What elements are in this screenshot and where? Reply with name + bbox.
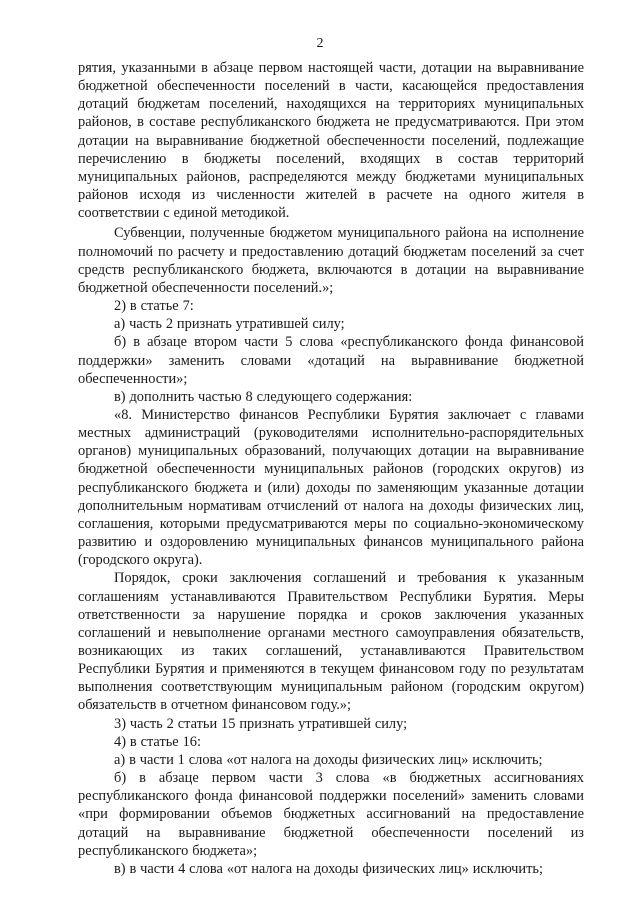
paragraph: «8. Министерство финансов Республики Бурятия заключает с главами местных администраций (руководителями исполнительно-распорядительных органов) муниципальных образований, получающих дотации на выравнивание бюджетной обеспеченности муниципальных районов (городских округов) из республиканского бюджета и (или) доходы по заменяющим указанные дотации дополнительным нормативам отчислений от налога на доходы физических лиц, соглашения, которыми предусматриваются меры по социально-экономическому развитию и оздоровлению муниципальных финансов муниципального района (городского округа). — [78, 406, 584, 569]
paragraph: а) часть 2 признать утратившей силу; — [114, 316, 345, 333]
paragraph: 4) в статье 16: — [114, 733, 201, 750]
paragraph: а) в части 1 слова «от налога на доходы физических лиц» исключить; — [114, 751, 543, 768]
paragraph: б) в абзаце первом части 3 слова «в бюджетных ассигнованиях республиканского фонда финансовой поддержки поселений» заменить словами «при формировании объемов бюджетных ассигнований на предоставление дотаций на выравнивание бюджетной обеспеченности поселений из республиканского бюджета»; — [78, 770, 584, 859]
paragraph: в) дополнить частью 8 следующего содержания: — [114, 388, 413, 405]
paragraph: 3) часть 2 статьи 15 признать утратившей силу; — [114, 715, 408, 732]
page-number: 2 — [316, 36, 324, 51]
paragraph: б) в абзаце втором части 5 слова «республиканского фонда финансовой поддержки» заменить словами «дотаций на выравнивание бюджетной обеспеченности»; — [78, 334, 584, 387]
paragraph: Субвенции, полученные бюджетом муниципального района на исполнение полномочий по расчету и предоставлению дотаций бюджетам поселений за счет средств республиканского бюджета, включаются в дотации на выравнивание бюджетной обеспеченности поселений.»; — [78, 225, 584, 296]
paragraph: в) в части 4 слова «от налога на доходы физических лиц» исключить; — [114, 860, 543, 877]
paragraph: Порядок, сроки заключения соглашений и требования к указанным соглашениям устанавливаются Правительством Республики Бурятия. Меры ответственности за нарушение порядка и сроков заключения указанных соглашений и невыполнение органами местного самоуправления обязательств, возникающих из таких соглашений, устанавливаются Правительством Республики Бурятия и применяются в текущем финансовом году по результатам выполнения соответствующим муниципальным районом (городским округом) обязательств в отчетном финансовом году.»; — [78, 570, 584, 714]
document-body — [78, 59, 584, 878]
paragraph: 2) в статье 7: — [114, 298, 194, 315]
paragraph: рятия, указанными в абзаце первом настоящей части, дотации на выравнивание бюджетной обеспеченности поселений в части, касающейся предоставления дотаций бюджетам поселений, находящихся на территориях муниципальных районов, в составе республиканского бюджета не предусматриваются. При этом дотации на выравнивание бюджетной обеспеченности поселений, подлежащие перечислению в бюджеты поселений, входящих в состав территорий муниципальных районов, распределяются между бюджетами муниципальных районов исходя из численности жителей в расчете на одного жителя в соответствии с единой методикой. — [78, 60, 584, 222]
